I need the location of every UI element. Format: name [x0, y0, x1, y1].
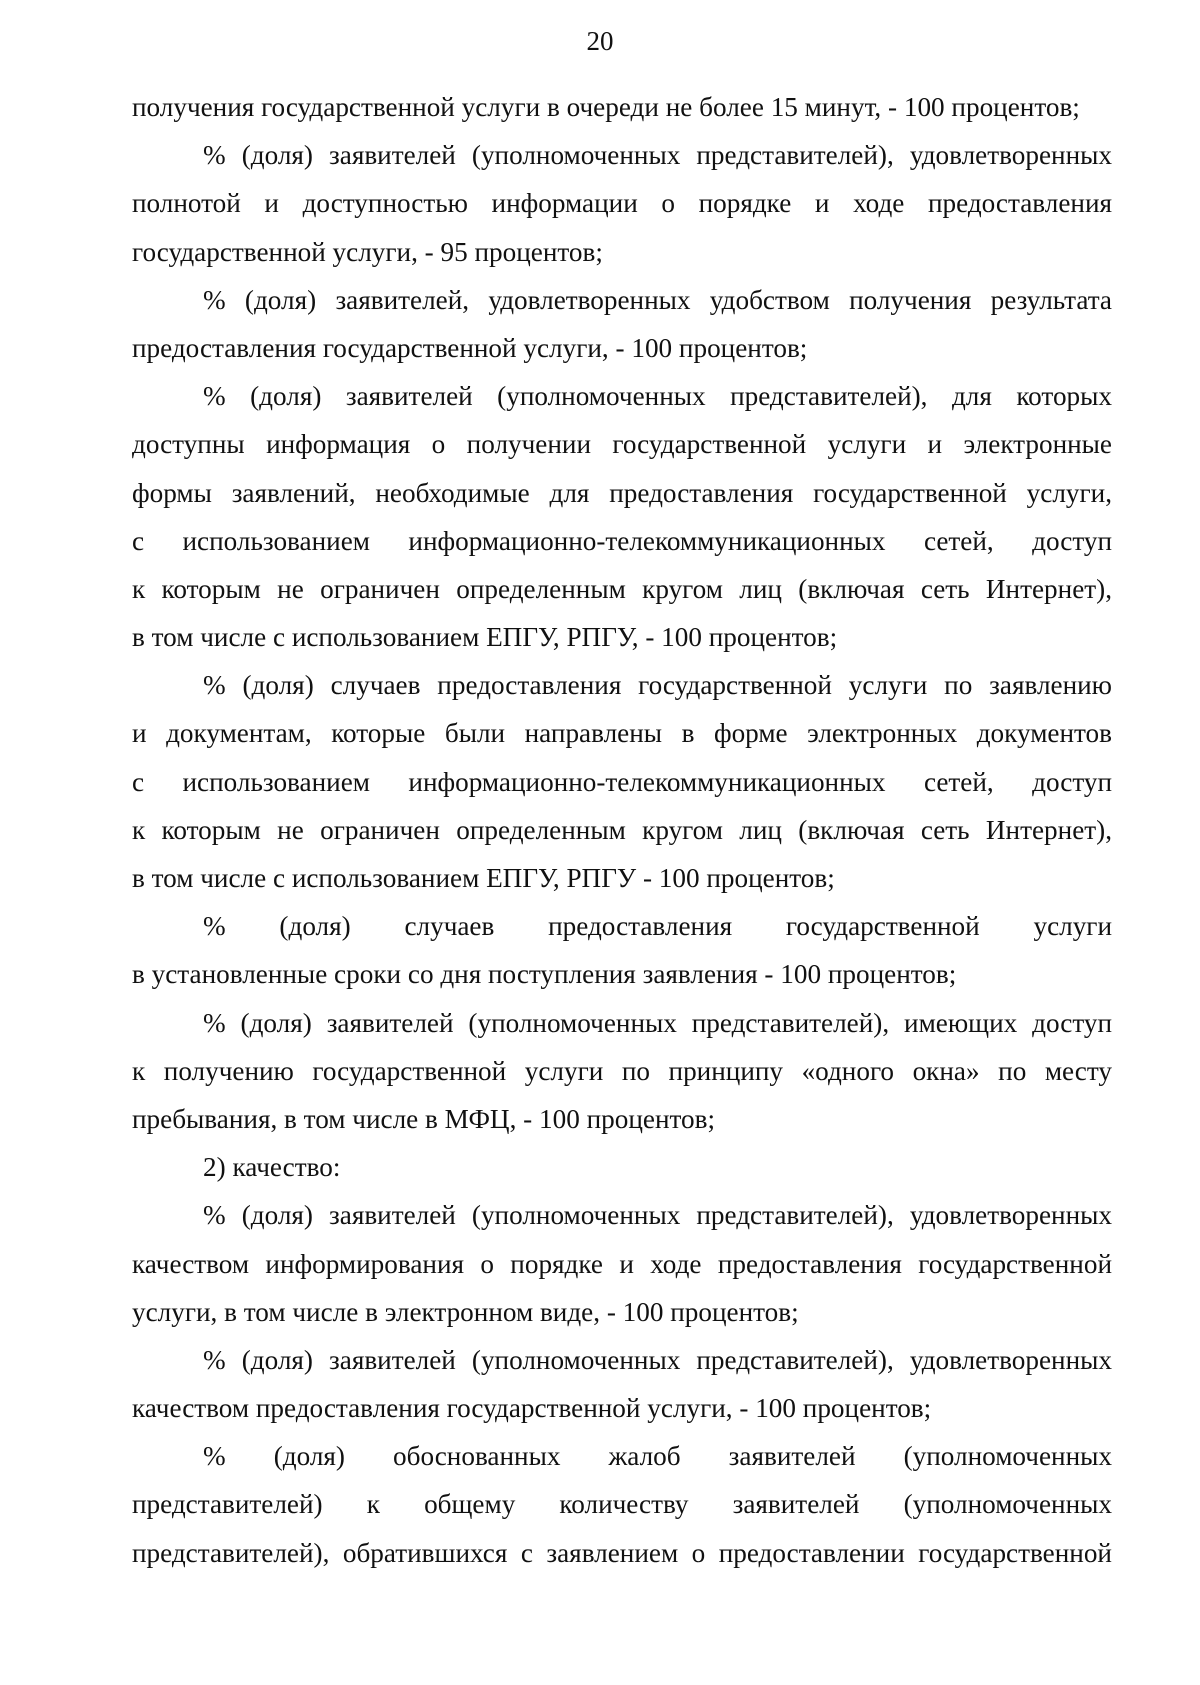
text-line: % (доля) заявителей (уполномоченных представителей), удовлетворенных: [203, 140, 1112, 171]
text-line: пребывания, в том числе в МФЦ, - 100 процентов;: [132, 1103, 716, 1134]
text-line: представителей), обратившихся с заявлением о предоставлении государственной: [132, 1537, 1112, 1568]
text-line: % (доля) заявителей (уполномоченных представителей), удовлетворенных: [203, 1200, 1112, 1231]
text-line: услуги, в том числе в электронном виде, - 100 процентов;: [132, 1296, 799, 1327]
text-line: к которым не ограничен определенным кругом лиц (включая сеть Интернет),: [132, 573, 1112, 604]
text-line: полнотой и доступностью информации о порядке и ходе предоставления: [132, 188, 1112, 219]
text-line: доступны информация о получении государственной услуги и электронные: [132, 429, 1112, 460]
text-line: с использованием информационно-телекоммуникационных сетей, доступ: [132, 766, 1112, 797]
document-body: [132, 83, 1112, 1577]
text-line: % (доля) заявителей (уполномоченных представителей), удовлетворенных: [203, 1344, 1112, 1375]
text-line: представителей) к общему количеству заявителей (уполномоченных: [132, 1489, 1112, 1520]
text-line: % (доля) случаев предоставления государственной услуги по заявлению: [203, 670, 1112, 701]
text-line: % (доля) обоснованных жалоб заявителей (уполномоченных: [203, 1441, 1112, 1472]
text-line: формы заявлений, необходимые для предоставления государственной услуги,: [132, 477, 1112, 508]
text-line: % (доля) случаев предоставления государственной услуги: [203, 911, 1112, 942]
text-line: предоставления государственной услуги, - 100 процентов;: [132, 332, 808, 363]
text-line: % (доля) заявителей (уполномоченных представителей), для которых: [203, 381, 1112, 412]
text-line: качеством информирования о порядке и ходе предоставления государственной: [132, 1248, 1112, 1279]
text-line: в установленные сроки со дня поступления заявления - 100 процентов;: [132, 959, 957, 990]
text-line: государственной услуги, - 95 процентов;: [132, 236, 603, 267]
page-number: 20: [586, 26, 614, 56]
text-line: и документам, которые были направлены в форме электронных документов: [132, 718, 1112, 749]
text-line: в том числе с использованием ЕПГУ, РПГУ, - 100 процентов;: [132, 622, 838, 653]
text-line: в том числе с использованием ЕПГУ, РПГУ - 100 процентов;: [132, 863, 835, 893]
text-line: к получению государственной услуги по принципу «одного окна» по месту: [132, 1055, 1112, 1086]
text-line: качеством предоставления государственной услуги, - 100 процентов;: [132, 1393, 932, 1424]
text-line: % (доля) заявителей (уполномоченных представителей), имеющих доступ: [203, 1007, 1112, 1038]
text-line: к которым не ограничен определенным кругом лиц (включая сеть Интернет),: [132, 814, 1112, 845]
text-line: получения государственной услуги в очереди не более 15 минут, - 100 процентов;: [132, 92, 1080, 122]
text-line: % (доля) заявителей, удовлетворенных удобством получения результата: [203, 284, 1112, 315]
text-line: с использованием информационно-телекоммуникационных сетей, доступ: [132, 525, 1112, 556]
text-line: 2) качество:: [203, 1152, 341, 1183]
